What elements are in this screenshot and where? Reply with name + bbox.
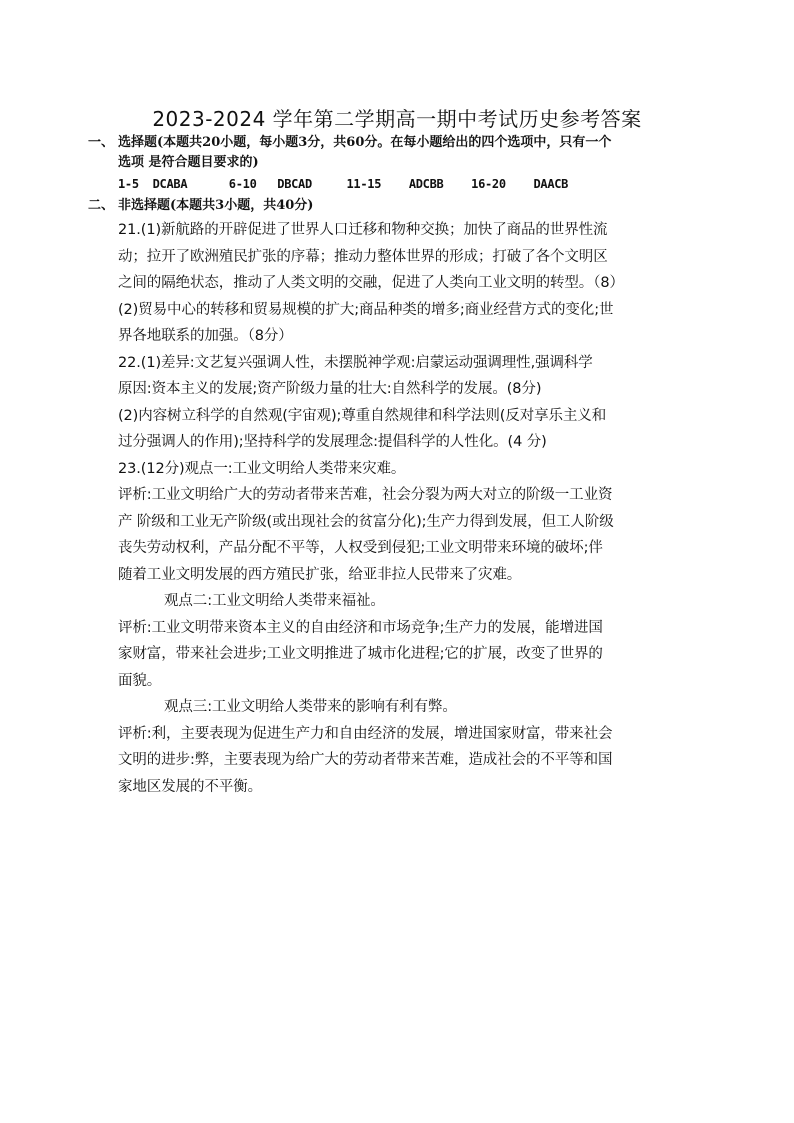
answer-line: 之间的隔绝状态，推动了人类文明的交融，促进了人类向工业文明的转型。（8） xyxy=(118,275,624,291)
answer-line: 动；拉开了欧洲殖民扩张的序幕；推动力整体世界的形成；打破了各个文明区 xyxy=(118,248,608,265)
answer-line: 随着工业文明发展的西方殖民扩张，给亚非拉人民带来了灾难。 xyxy=(118,566,522,583)
section-multiple-choice xyxy=(88,133,708,173)
answer-line: 22.(1)差异:文艺复兴强调人性，未摆脱神学观:启蒙运动强调理性,强调科学 xyxy=(118,354,593,371)
section2-number: 二、 xyxy=(88,198,115,213)
answer-line: (2)内容树立科学的自然观(宇宙观);尊重自然规律和科学法则(反对享乐主义和 xyxy=(118,407,607,424)
section1-text-line1: 选择题(本题共20小题，每小题3分，共60分。在每小题给出的四个选项中，只有一个 xyxy=(118,135,612,150)
answer-line: 界各地联系的加强。（8分） xyxy=(118,328,293,344)
answer-line: 产 阶级和工业无产阶级(或出现社会的贫富分化);生产力得到发展，但工人阶级 xyxy=(118,513,614,530)
answer-line: 面貌。 xyxy=(118,672,162,689)
answer-line: 评析:工业文明给广大的劳动者带来苦难，社会分裂为两大对立的阶级一工业资 xyxy=(118,487,613,503)
answer-line: 21.(1)新航路的开辟促进了世界人口迁移和物种交换；加快了商品的世界性流 xyxy=(118,222,608,238)
section2-text: 非选择题(本题共3小题，共40分) xyxy=(118,198,314,213)
answer-line: 23.(12分)观点一:工业文明给人类带来灾难。 xyxy=(118,460,406,477)
section1-heading xyxy=(88,133,708,153)
answer-line: 丧失劳动权利，产品分配不平等，人权受到侵犯;工业文明带来环境的破坏;伴 xyxy=(118,540,603,556)
answer-line: 家财富，带来社会进步;工业文明推进了城市化进程;它的扩展，改变了世界的 xyxy=(118,646,603,662)
answer-line: 原因:资本主义的发展;资产阶级力量的壮大:自然科学的发展。(8分) xyxy=(118,381,542,397)
answer-body xyxy=(118,217,690,800)
answer-line: 文明的进步:弊，主要表现为给广大的劳动者带来苦难，造成社会的不平等和国 xyxy=(118,752,613,768)
answer-line: 观点三:工业文明给人类带来的影响有利有弊。 xyxy=(164,699,457,715)
answer-line: 评析:利，主要表现为促进生产力和自由经济的发展，增进国家财富，带来社会 xyxy=(118,725,613,742)
section1-text-line2: 选项 是符合题目要求的) xyxy=(118,155,259,170)
answer-line: (2)贸易中心的转移和贸易规模的扩大;商品种类的增多;商业经营方式的变化;世 xyxy=(118,301,614,318)
section1-number: 一、 xyxy=(88,135,115,150)
answer-line: 观点二:工业文明给人类带来福祉。 xyxy=(164,593,385,609)
answer-line: 评析:工业文明带来资本主义的自由经济和市场竞争;生产力的发展，能增进国 xyxy=(118,619,603,636)
page-title: 2023-2024 学年第二学期高一期中考试历史参考答案 xyxy=(152,107,642,131)
answer-line: 过分强调人的作用);坚持科学的发展理念:提倡科学的人性化。(4 分) xyxy=(118,434,547,450)
section-non-choice xyxy=(88,196,313,216)
answer-line: 家地区发展的不平衡。 xyxy=(118,778,262,795)
choice-answers: 1-5 DCABA 6-10 DBCAD 11-15 ADCBB 16-20 DAACB xyxy=(118,177,569,191)
